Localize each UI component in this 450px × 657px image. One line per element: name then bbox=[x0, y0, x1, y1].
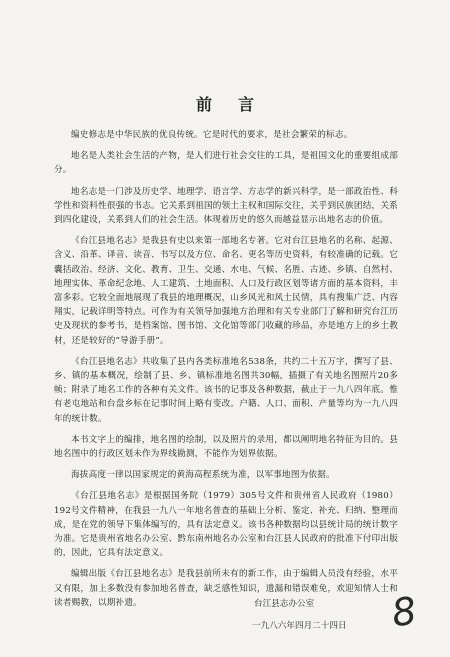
paragraph-1: 编史修志是中华民族的优良传统。它是时代的要求，是社会繁荣的标志。 bbox=[71, 130, 353, 140]
paragraph-2: 地名是人类社会生活的产物，是人们进行社会交往的工具，是祖国文化的重要组成部分。 bbox=[54, 151, 398, 176]
page-number: 8 bbox=[389, 588, 420, 636]
paragraph-9: 编辑出版《台江县地名志》是我县前所未有的新工作，由于编辑人员没有经验，水平又有限，加上多数没有参加地名普查，缺乏感性知识，遗漏和错误难免，欢迎知情人士和读者赐教，以期补遗。 bbox=[54, 569, 398, 608]
page-title: 前言 bbox=[195, 95, 280, 114]
signature-office: 台江县志办公室 bbox=[254, 599, 315, 609]
paragraph-6: 本书文字上的编排，地名图的绘制，以及照片的录用，都以阐明地名特征为目的。县地名图中的行政区划未作为界线勘测，不能作为划界依据。 bbox=[54, 434, 398, 460]
paragraph-5: 《台江县地名志》共收集了县内各类标准地名538条，共约二十五万字，撰写了县、乡、镇的基本概况，绘制了县、乡、镇标准地名图共30幅，插摄了有关地名图照片20多帧；附录了地名工作的各种有关文件。该书的记事及各种数据，截止于一九八四年底。惟有老屯地站和台盘乡标在记事时间上略有变改。户籍、人口、面积、产量等均为一九八四年的统计数。 bbox=[54, 356, 398, 424]
preface-body bbox=[54, 128, 398, 617]
signature-date: 一九八六年四月二十四日 bbox=[252, 621, 347, 631]
paragraph-3: 地名志是一门涉及历史学、地理学、语言学、方志学的新兴科学，是一部政治性、科学性和资料性很强的书志。它关系到祖国的领土主权和国际交往，关乎到民族团结，关系到四化建设，关系到人们的社会生活。体现着历史的悠久而越益显示出地名志的价值。 bbox=[54, 186, 398, 226]
paragraph-8: 《台江县地名志》是根据国务院（1979）305号文件和贵州省人民政府（1980）192号文件精神，在我县一九八一年地名普查的基础上分析、鉴定、补充、归纳、整理而成，是在党的领导下集体编写的，具有法定意义。该书各种数据均以县统计局的统计数字为准。它是贵州省地名办公室、黔东南州地名办公室和台江县人民政府的批准下付印出版的，因此，它具有法定意义。 bbox=[54, 491, 398, 559]
paragraph-4: 《台江县地名志》是我县有史以来第一部地名专著。它对台江县地名的名称、起源、含义、沿革、译音、读音、书写以及方位、命名、更名等历史资料，有较准确的记载。它囊括政治、经济、文化、教育、卫生、交通、水电、气候、名胜、古迹、乡镇、自然村、地理实体、革命纪念地、人工建筑、土地面积、人口及行政区划等诸方面的基本资料，丰富多彩。它较全面地展现了我县的地理概况，山乡风光和风土民情，具有搜集广泛、内容翔实，记载详明等特点。可作为有关领导加强地方治理和有关专业部门了解和研究台江历史及现状的参考书，是档案馆、图书馆、文化馆等部门收藏的珍品，亦是地方上的乡土教材，还是较好的“导游手册”。 bbox=[54, 236, 398, 346]
paragraph-7: 海拔高度一律以国家规定的黄海高程系统为准，以军事地图为依据。 bbox=[71, 470, 335, 481]
